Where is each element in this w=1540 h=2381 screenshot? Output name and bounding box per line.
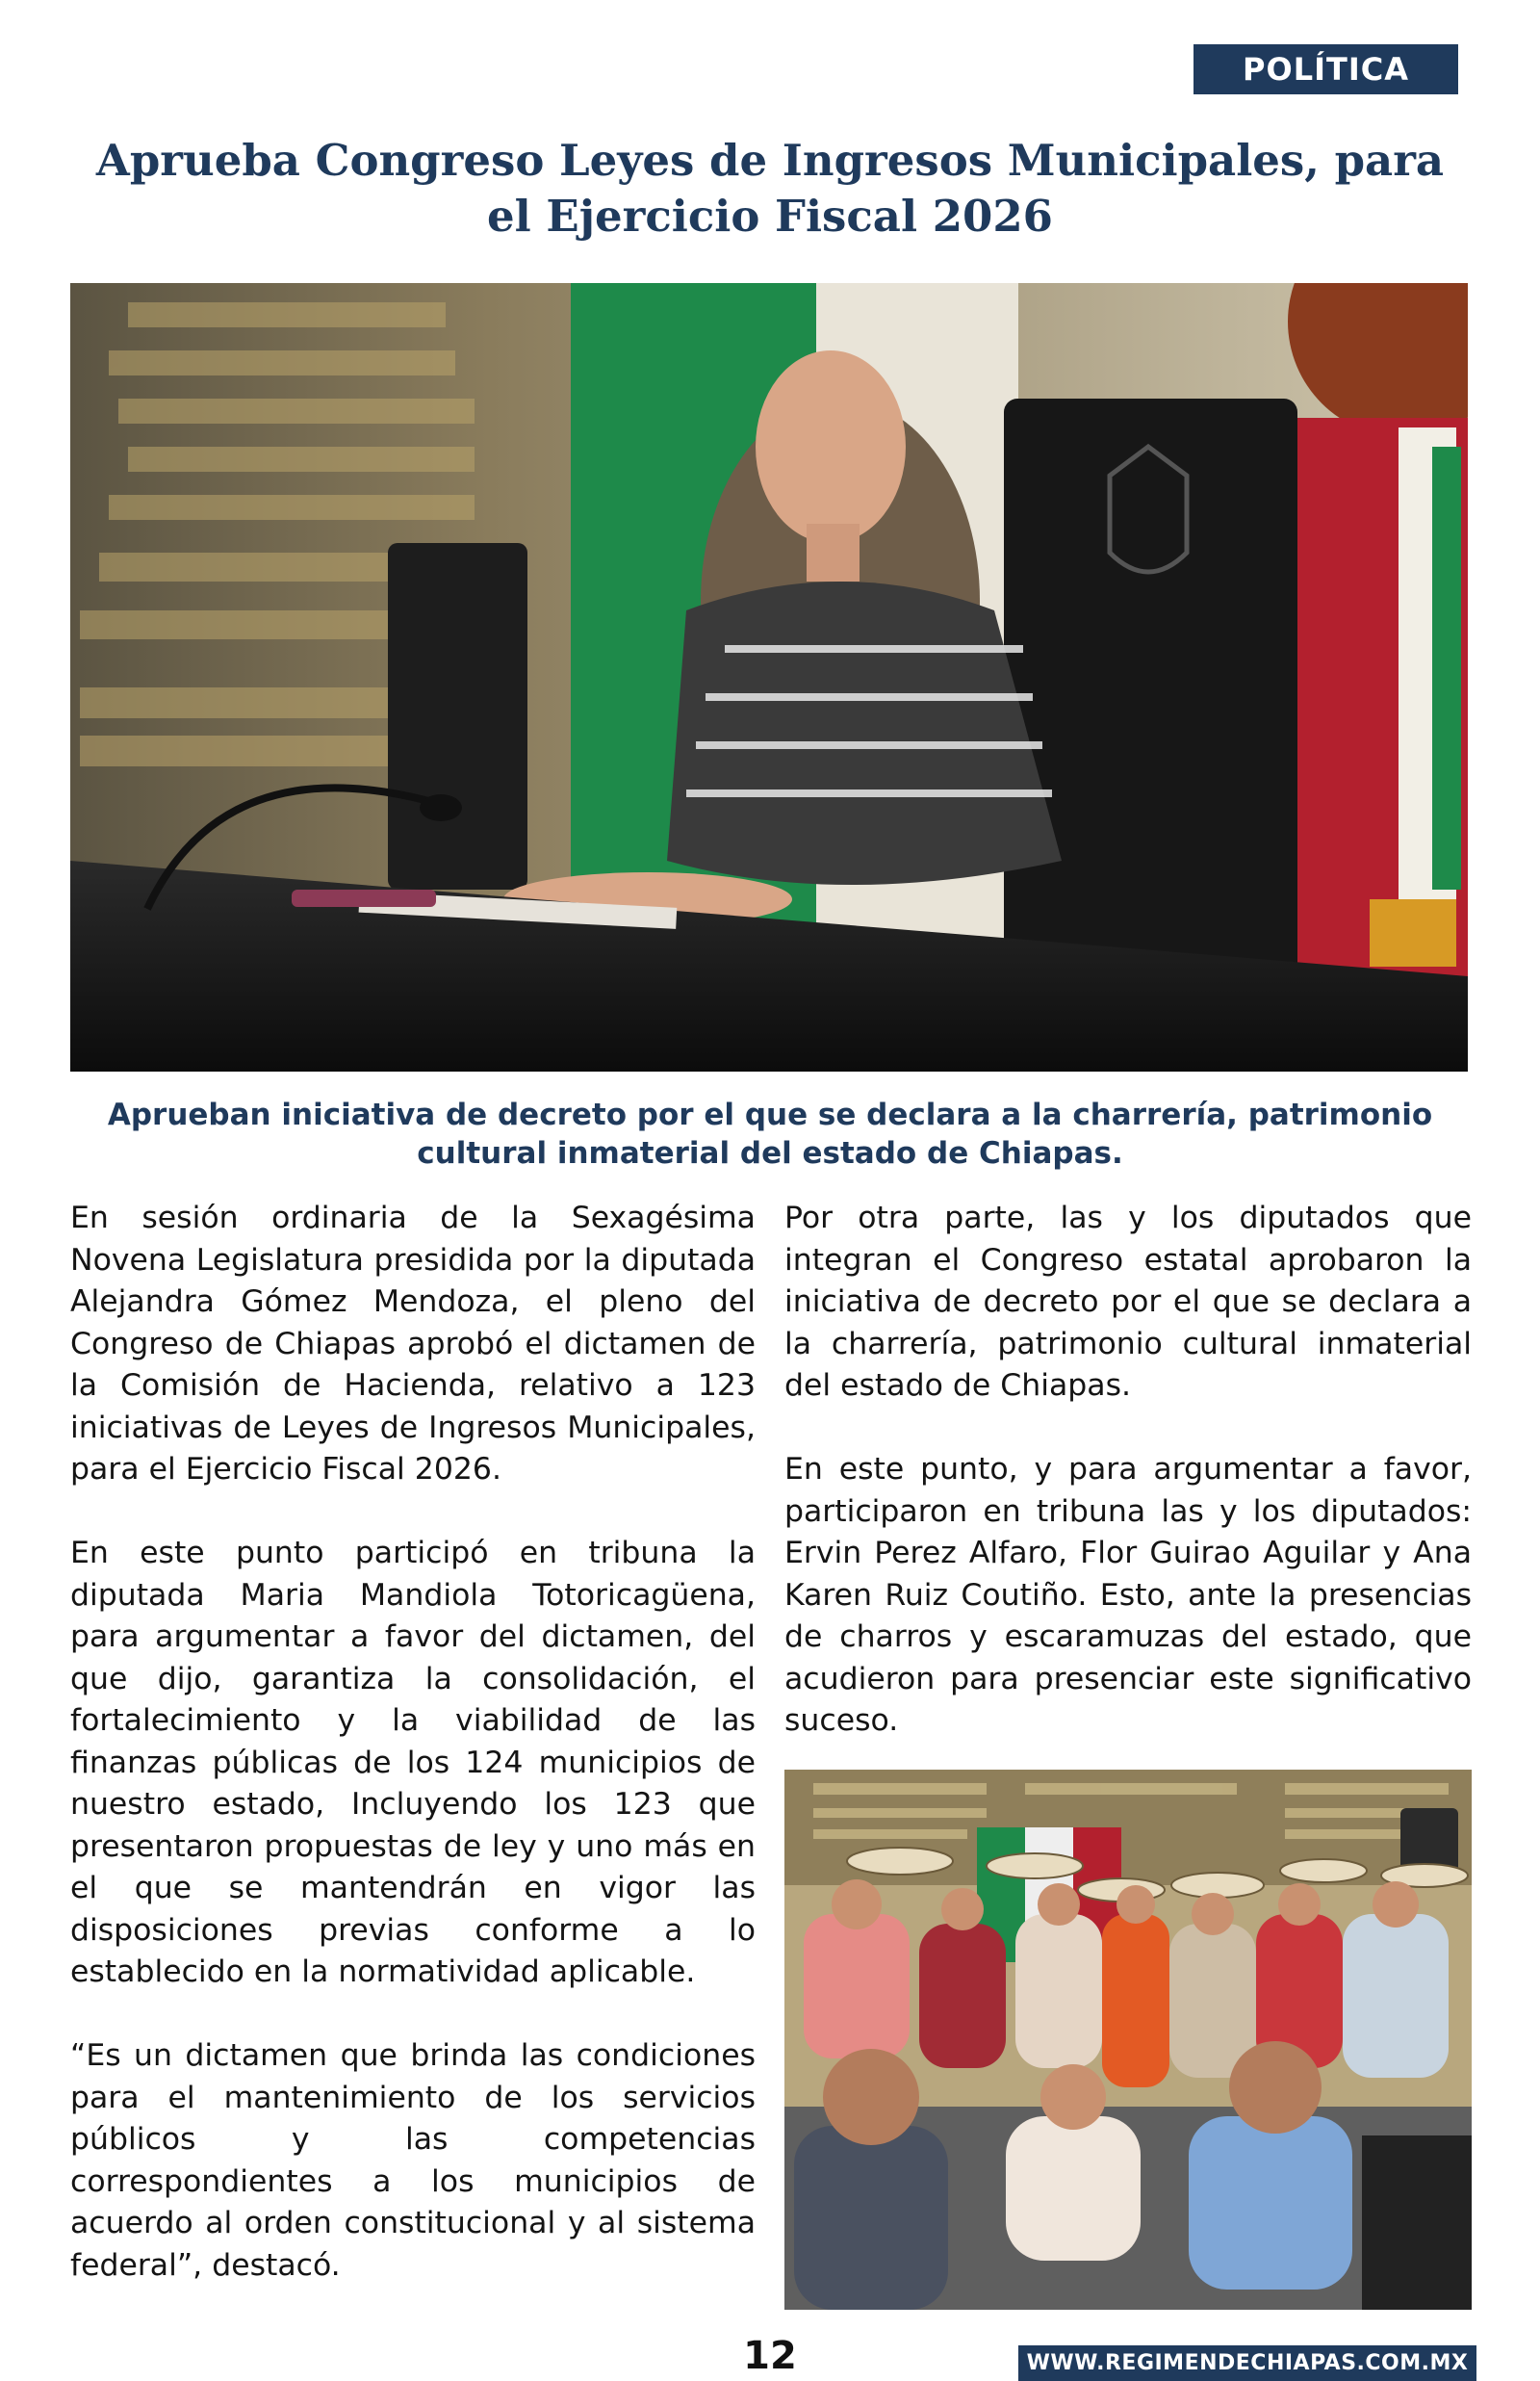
photo-caption: Aprueban iniciativa de decreto por el que se declara a la charrería, patrimonio cultural inmaterial del estado de Chiapas. [107, 1098, 1433, 1171]
paragraph: En sesión ordinaria de la Sexagésima Novena Legislatura presidida por la diputada Alejandra Gómez Mendoza, el pleno del Congreso de Chiapas aprobó el dictamen de la Comisión de Hacienda, relativo a 123 iniciativas de Leyes de Ingresos Municipales, para el Ejercicio Fiscal 2026. [70, 1201, 756, 1487]
page-number: 12 [743, 2334, 797, 2378]
group-photo [784, 1770, 1472, 2310]
article-left-column [70, 1198, 756, 2329]
paragraph: En este punto, y para argumentar a favor, participaron en tribuna las y los diputados: Ervin Perez Alfaro, Flor Guirao Aguilar y Ana Karen Ruiz Coutiño. Esto, ante la presencias de charros y escaramuzas del estado, que acudieron para presenciar este significativo suceso. [784, 1452, 1472, 1738]
paragraph: En este punto participó en tribuna la diputada Maria Mandiola Totoricagüena, para argumentar a favor del dictamen, del que dijo, garantiza la consolidación, el fortalecimiento y la viabilidad de las finanzas públicas de los 124 municipios de nuestro estado, Incluyendo los 123 que presentaron propuestas de ley y uno más en el que se mantendrán en vigor las disposiciones previas conforme a lo establecido en la normatividad aplicable. [70, 1536, 756, 1989]
main-photo [70, 283, 1468, 1072]
section-tag: POLÍTICA [1194, 44, 1458, 94]
website-url: WWW.REGIMENDECHIAPAS.COM.MX [1018, 2345, 1476, 2381]
article-right-column [784, 1198, 1472, 1784]
article-headline: Aprueba Congreso Leyes de Ingresos Municipales, para el Ejercicio Fiscal 2026 [95, 135, 1445, 242]
paragraph: “Es un dictamen que brinda las condiciones para el mantenimiento de los servicios públicos y las competencias correspondientes a los municipios de acuerdo al orden constitucional y al sistema federal”, destacó. [70, 2038, 756, 2283]
paragraph: Por otra parte, las y los diputados que integran el Congreso estatal aprobaron la iniciativa de decreto por el que se declara a la charrería, patrimonio cultural inmaterial del estado de Chiapas. [784, 1201, 1472, 1403]
legislator-photo-illustration [70, 283, 1468, 1072]
group-photo-illustration [784, 1770, 1472, 2310]
